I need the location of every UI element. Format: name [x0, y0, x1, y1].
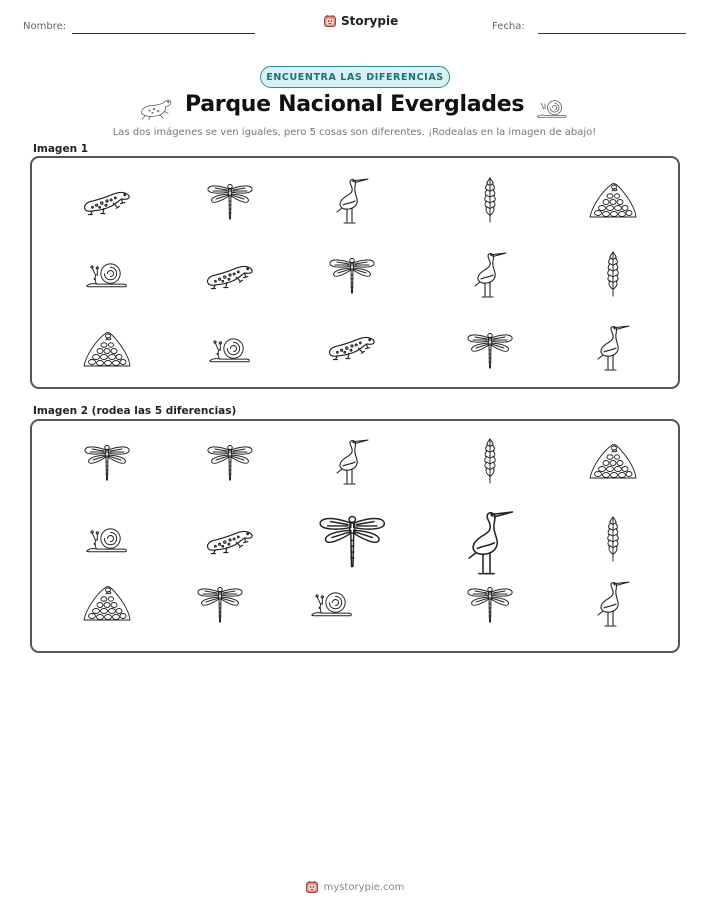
snail-icon: [208, 332, 252, 366]
lizard-icon: [326, 326, 378, 364]
date-label: Fecha:: [492, 21, 525, 32]
page-title: Parque Nacional Everglades: [185, 92, 525, 117]
leaf-icon: [602, 250, 624, 298]
lizard-icon: [204, 255, 256, 293]
lizard-icon[interactable]: [204, 520, 256, 558]
snail-icon[interactable]: [310, 586, 354, 620]
lizard-icon: [81, 181, 133, 219]
activity-badge: ENCUENTRA LAS DIFERENCIAS: [260, 66, 450, 88]
rocks-icon: [82, 329, 132, 369]
dragonfly-icon[interactable]: [316, 510, 389, 568]
dragonfly-icon: [465, 329, 515, 369]
image2-panel[interactable]: [30, 419, 680, 653]
instructions: Las dos imágenes se ven iguales, pero 5 cosas son diferentes. ¡Rodealas en la imagen de abajo!: [112, 127, 597, 138]
dragonfly-icon[interactable]: [82, 441, 132, 481]
heron-icon[interactable]: [332, 435, 372, 487]
dragonfly-icon[interactable]: [465, 583, 515, 623]
snail-icon[interactable]: [85, 522, 129, 556]
name-line[interactable]: [72, 33, 255, 34]
storypie-icon: [323, 14, 337, 28]
heron-icon: [470, 248, 510, 300]
heron-icon: [593, 321, 633, 373]
date-line[interactable]: [538, 33, 686, 34]
dragonfly-icon: [205, 180, 255, 220]
rocks-icon: [588, 180, 638, 220]
image1-label: Imagen 1: [33, 143, 89, 155]
heron-icon: [332, 174, 372, 226]
rocks-icon[interactable]: [82, 583, 132, 623]
frog-icon: [138, 94, 174, 122]
heron-icon[interactable]: [462, 505, 518, 578]
image2-label: Imagen 2 (rodea las 5 diferencias): [33, 405, 237, 417]
dragonfly-icon[interactable]: [205, 441, 255, 481]
snail-icon: [536, 94, 568, 122]
leaf-icon[interactable]: [479, 437, 501, 485]
footer-url: mystorypie.com: [323, 881, 405, 893]
dragonfly-icon[interactable]: [195, 583, 245, 623]
storypie-icon: [305, 880, 319, 894]
image1-panel: [30, 156, 680, 389]
leaf-icon: [479, 176, 501, 224]
leaf-icon[interactable]: [602, 515, 624, 563]
footer: [0, 880, 709, 894]
dragonfly-icon: [327, 254, 377, 294]
title-row: [0, 92, 709, 124]
snail-icon: [85, 257, 129, 291]
brand-logo: [323, 14, 398, 28]
heron-icon[interactable]: [593, 577, 633, 629]
name-label: Nombre:: [23, 21, 67, 32]
brand-name: Storypie: [341, 14, 399, 28]
rocks-icon[interactable]: [588, 441, 638, 481]
